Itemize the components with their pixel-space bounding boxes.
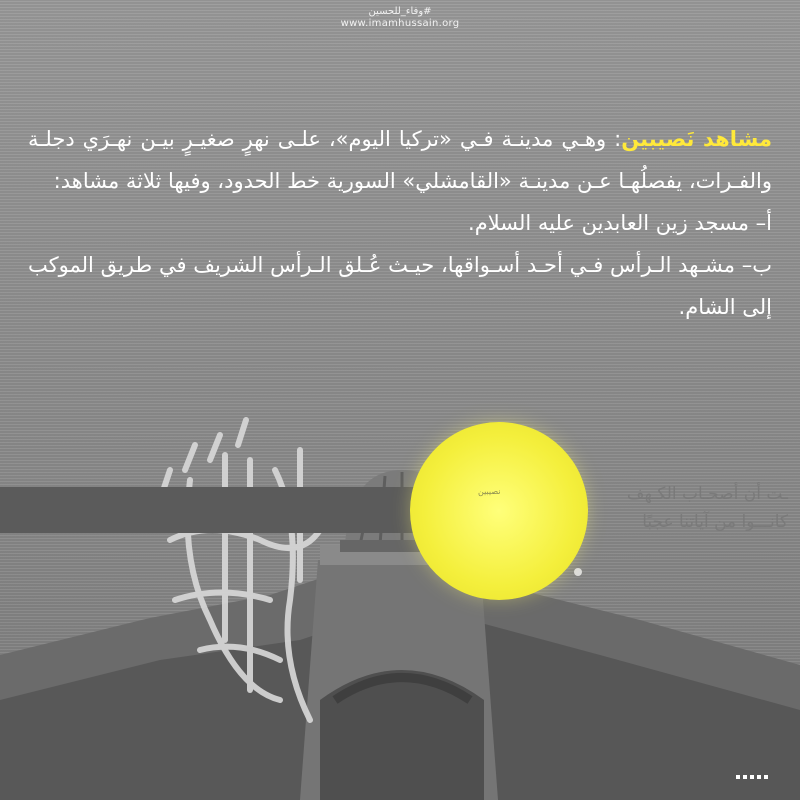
hashtag: #وفاء_للحسين xyxy=(368,6,432,17)
item-a: أ– مسجد زين العابدين عليه السلام. xyxy=(468,211,772,235)
dot xyxy=(736,775,740,779)
verse-line-1: ـت أن أصحـاب الكـهف xyxy=(626,484,788,504)
dot xyxy=(757,775,761,779)
dot xyxy=(764,775,768,779)
website-link[interactable]: www.imamhussain.org xyxy=(340,17,460,29)
sun-circle xyxy=(410,422,588,600)
intro-paragraph xyxy=(28,118,772,202)
verse-line-2: كانـــوا من آياتنا عجبًا xyxy=(642,512,788,532)
dark-band xyxy=(0,487,430,533)
intro-text: : وهـي مدينـة فـي «تركيا اليوم»، علـى نهرٍ صغيـرٍ بيـن نهـرَي دجلـة والفـرات، يفصلُهـا عـن مدينـة «القامشلي» السورية خط الحدود، وفيها ثلاثة مشاهد: xyxy=(28,127,772,193)
lamp xyxy=(574,568,582,576)
dot xyxy=(743,775,747,779)
dot xyxy=(750,775,754,779)
more-dots-icon[interactable] xyxy=(736,775,768,779)
title-highlight: مشاهد نَصيبين xyxy=(621,127,772,151)
article-text xyxy=(28,118,772,328)
header xyxy=(0,6,800,29)
item-b: ب– مشـهد الـرأس فـي أحـد أسـواقها، حيـث عُـلق الـرأس الشريف في طريق الموكب إلى الشام. xyxy=(28,253,772,319)
map-label: نصيبين xyxy=(478,487,501,496)
